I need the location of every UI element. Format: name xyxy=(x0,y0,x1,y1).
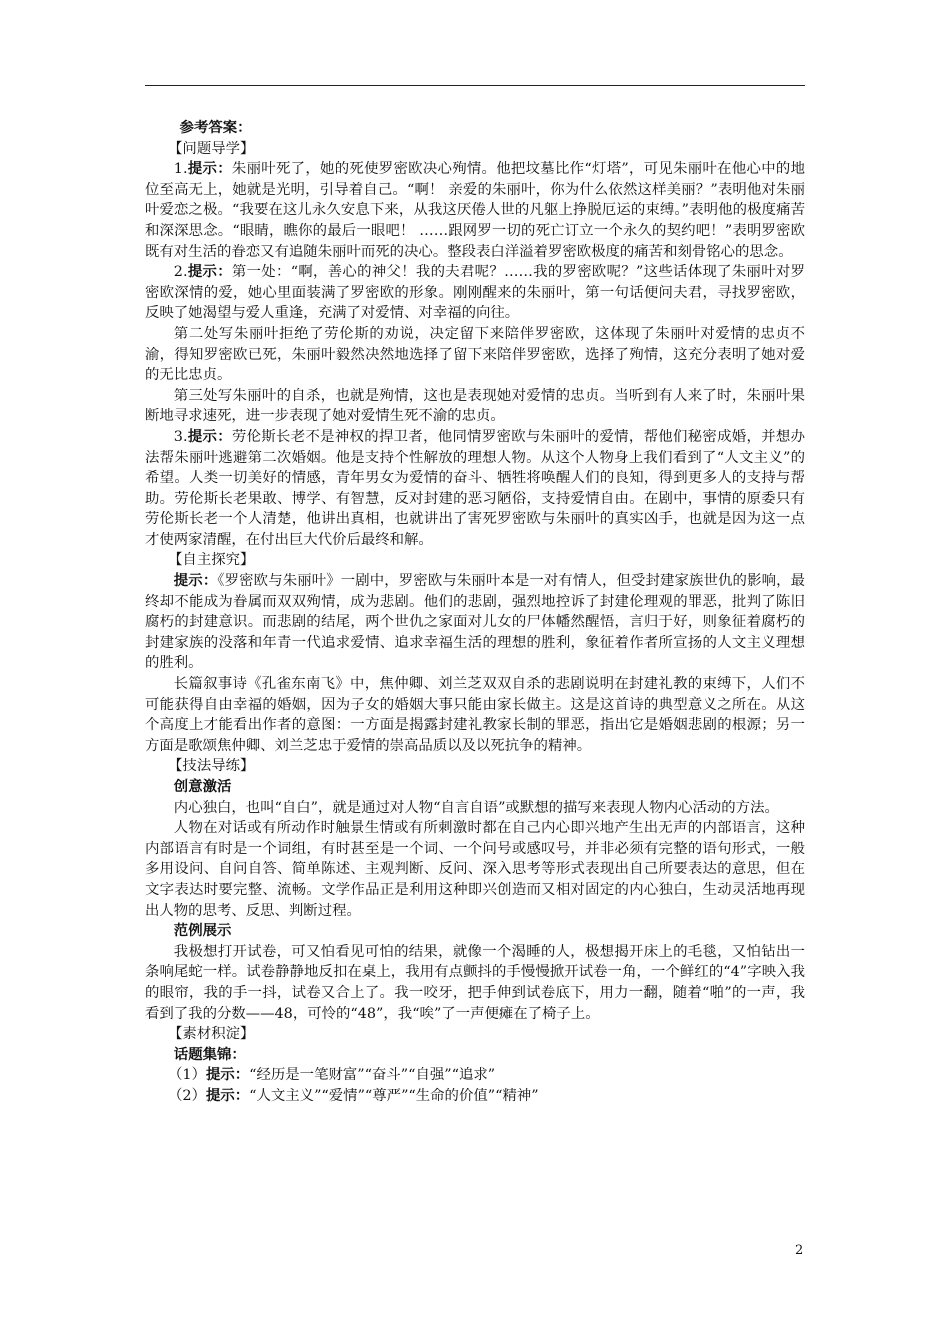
zizhu-paragraph-2: 长篇叙事诗《孔雀东南飞》中，焦仲卿、刘兰芝双双自杀的悲剧说明在封建礼教的束缚下，人们不可能获得自由幸福的婚姻，因为子女的婚姻大事只能由家长做主。这是这首诗的典型意义之所在。从这个高度上才能看出作者的意图：一方面是揭露封建礼教家长制的罪恶，指出它是婚姻悲剧的根源；另一方面是歌颂焦仲卿、刘兰芝忠于爱情的崇高品质以及以死抗争的精神。 xyxy=(145,676,805,754)
chuangyi-title: 创意激活 xyxy=(173,778,232,795)
topic-text: “人文主义”“爱情”“尊严”“生命的价值”“精神” xyxy=(249,1087,539,1104)
hint-label: 提示： xyxy=(187,263,232,281)
zizhu-paragraph-1 xyxy=(145,571,805,674)
jifa-paragraph-2: 人物在对话或有所动作时触景生情或有所刺激时都在自己内心即兴地产生出无声的内部语言，这种内部语言有时是一个词组，有时甚至是一个词、一个问号或感叹号，并非必须有完整的语句形式，一般多用设问、自问自答、简单陈述、主观判断、反问、深入思考等形式表现出自己所要表达的意思，但在文字表达时要完整、流畅。文学作品正是利用这种即兴创造而又相对固定的内心独白，生动灵活地再现出人物的思考、反思、判断过程。 xyxy=(145,820,805,919)
page-title: 参考答案： xyxy=(179,119,252,136)
section-heading-zizhu: 【自主探究】 xyxy=(168,552,255,569)
answer-number: 2. xyxy=(173,264,188,281)
fanli-paragraph: 我极想打开试卷，可又怕看见可怕的结果，就像一个渴睡的人，极想揭开床上的毛毯，又怕钻出一条响尾蛇一样。试卷静静地反扣在桌上，我用有点颤抖的手慢慢掀开试卷一角，一个鲜红的“4”字映入我的眼帘，我的手一抖，试卷又合上了。我一咬牙，把手伸到试卷底下，用力一翻，随着“啪”的一声，我看到了我的分数——48，可怜的“48”，我“唉”了一声便瘫在了椅子上。 xyxy=(145,943,805,1022)
zizhu-text: 《罗密欧与朱丽叶》一剧中，罗密欧与朱丽叶本是一对有情人，但受封建家族世仇的影响，最终却不能成为眷属而双双殉情，成为悲剧。他们的悲剧，强烈地控诉了封建伦理观的罪恶，批判了陈旧腐朽的封建意识。而悲剧的结尾，两个世仇之家面对儿女的尸体幡然醒悟，言归于好，则象征着腐朽的封建家族的没落和年青一代追求爱情、追求幸福生活的理想的胜利，象征着作者所宣扬的人文主义理想的胜利。 xyxy=(145,573,805,672)
topic-text: “经历是一笔财富”“奋斗”“自强”“追求” xyxy=(249,1067,496,1084)
answer-2 xyxy=(145,262,805,324)
answer-2-paragraph-2: 第二处写朱丽叶拒绝了劳伦斯的劝说，决定留下来陪伴罗密欧，这体现了朱丽叶对爱情的忠贞不渝，得知罗密欧已死，朱丽叶毅然决然地选择了留下来陪伴罗密欧，选择了殉情，这充分表明了她对爱的无比忠贞。 xyxy=(145,325,805,384)
topic-number: （2） xyxy=(168,1087,206,1104)
answer-3 xyxy=(145,427,805,551)
hint-label: 提示： xyxy=(187,160,232,178)
answer-document xyxy=(145,118,805,1107)
section-heading-wenti: 【问题导学】 xyxy=(168,140,255,157)
huati-title: 话题集锦： xyxy=(173,1045,246,1063)
answer-2-paragraph-3: 第三处写朱丽叶的自杀，也就是殉情，这也是表现她对爱情的忠贞。当听到有人来了时，朱丽叶果断地寻求速死，进一步表现了她对爱情生死不渝的忠贞。 xyxy=(145,387,805,425)
hint-label: 提示： xyxy=(205,1066,250,1084)
topic-item-2 xyxy=(145,1086,805,1107)
answer-number: 1. xyxy=(173,161,188,178)
answer-text: 第一处：“啊，善心的神父！我的夫君呢？……我的罗密欧呢？”这些话体现了朱丽叶对罗密欧深情的爱，她心里面装满了罗密欧的形象。刚刚醒来的朱丽叶，第一句话便问夫君，寻找罗密欧，反映了她渴望与爱人重逢，充满了对爱情、对幸福的向往。 xyxy=(145,264,805,322)
page-number: 2 xyxy=(795,1243,804,1258)
topic-item-1 xyxy=(145,1065,805,1086)
topic-number: （1） xyxy=(168,1067,206,1084)
answer-text: 劳伦斯长老不是神权的捍卫者，他同情罗密欧与朱丽叶的爱情，帮他们秘密成婚，并想办法帮朱丽叶逃避第二次婚姻。他是支持个性解放的理想人物。从这个人物身上我们看到了“人文主义”的希望。人类一切美好的情感，青年男女为爱情的奋斗、牺牲将唤醒人们的良知，得到更多人的支持与帮助。劳伦斯长老果敢、博学、有智慧，反对封建的恶习陋俗，支持爱情自由。在剧中，事情的原委只有劳伦斯长老一个人清楚，他讲出真相，也就讲出了害死罗密欧与朱丽叶的真实凶手，也就是因为这一点才使两家清醒，在付出巨大代价后最终和解。 xyxy=(145,428,805,548)
section-heading-jifa: 【技法导练】 xyxy=(168,758,255,775)
hint-label: 提示： xyxy=(205,1086,250,1104)
jifa-paragraph-1: 内心独白，也叫“自白”，就是通过对人物“自言自语”或默想的描写来表现人物内心活动的方法。 xyxy=(173,799,779,816)
hint-label: 提示： xyxy=(173,572,218,590)
answer-1 xyxy=(145,159,805,262)
header-rule xyxy=(145,85,805,86)
hint-label: 提示： xyxy=(187,427,232,445)
fanli-title: 范例展示 xyxy=(173,922,232,940)
answer-text: 朱丽叶死了，她的死使罗密欧决心殉情。他把坟墓比作“灯塔”，可见朱丽叶在他心中的地位至高无上，她就是光明，引导着自己。“啊！ 亲爱的朱丽叶，你为什么依然这样美丽？”表明他对朱丽叶爱恋之极。“我要在这儿永久安息下来，从我这厌倦人世的凡躯上挣脱厄运的束缚。”表明他的极度痛苦和深深思念。“眼睛，瞧你的最后一眼吧！ ……跟网罗一切的死亡订立一个永久的契约吧！”表明罗密欧既有对生活的眷恋又有追随朱丽叶而死的决心。整段表白洋溢着罗密欧极度的痛苦和刻骨铭心的思念。 xyxy=(145,161,805,260)
section-heading-sucai: 【素材积淀】 xyxy=(168,1026,255,1043)
answer-number: 3. xyxy=(173,428,188,445)
